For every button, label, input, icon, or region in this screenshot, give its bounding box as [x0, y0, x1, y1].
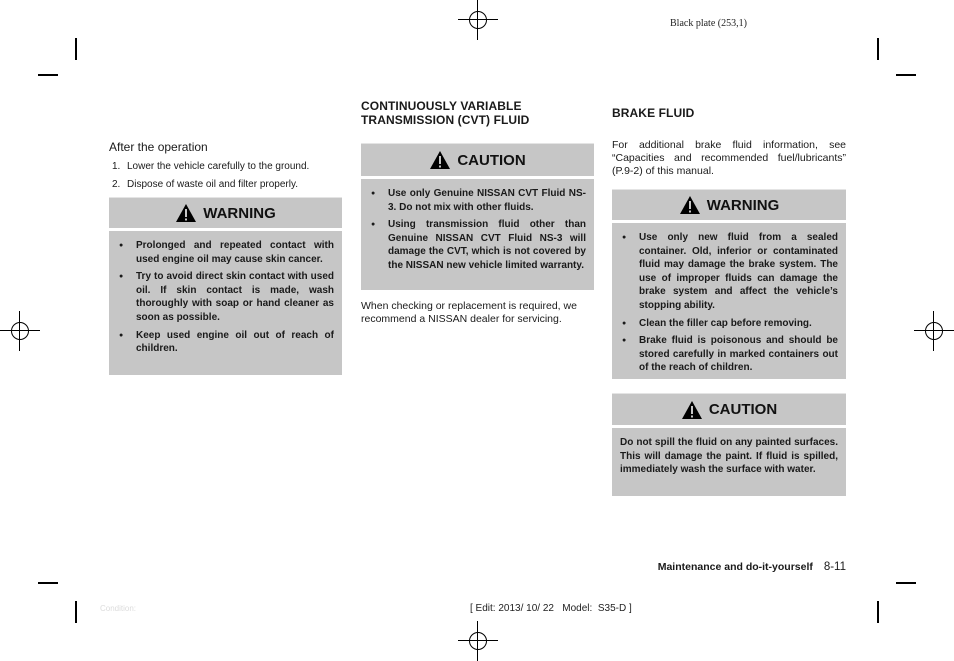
warning-triangle-icon	[679, 195, 701, 215]
warning-label: WARNING	[706, 196, 780, 214]
section-footer	[600, 561, 846, 573]
brake-fluid-body-text: For additional brake fluid information, see “Capacities and recommended fuel/lubricants” (P.9-2) of this manual.	[612, 139, 846, 177]
warning-body	[612, 221, 846, 385]
list-item: 2. Dispose of waste oil and filter properly.	[112, 179, 299, 190]
left-column	[109, 140, 342, 196]
caution-box-cvt	[361, 143, 594, 290]
registration-mark-bottom	[458, 621, 498, 661]
registration-mark-right	[914, 311, 954, 351]
list-item: ● Try to avoid direct skin contact with used oil. If skin contact is made, wash thoroughly with soap or hand cleaner as soon as possible.	[117, 270, 334, 324]
condition-label: Condition:	[100, 604, 137, 613]
edit-info: [ Edit: 2013/ 10/ 22 Model: S35-D ]	[470, 603, 632, 614]
list-item: ● Use only new fluid from a sealed container. Old, inferior or contaminated fluid may damage the brake system. The use of improper fluids can damage the brake system and affect the vehicle’s stopping ability.	[620, 231, 838, 313]
warning-box-engine-oil	[109, 197, 342, 375]
caution-label: CAUTION	[457, 151, 526, 169]
caution-body	[361, 177, 594, 283]
list-item: ● Clean the filler cap before removing.	[620, 317, 838, 331]
caution-box-brake-fluid	[612, 393, 846, 496]
crop-mark-bottom-left-h	[38, 582, 58, 584]
list-item: ● Prolonged and repeated contact with used engine oil may cause skin cancer.	[117, 239, 334, 266]
footer-section-title: Maintenance and do-it-yourself	[657, 561, 813, 573]
list-item: ● Using transmission fluid other than Genuine NISSAN CVT Fluid NS-3 will damage the CVT, which is not covered by the NISSAN new vehicle limited warranty.	[369, 218, 586, 272]
crop-mark-top-right-v	[877, 38, 879, 60]
registration-mark-top	[458, 0, 498, 40]
crop-mark-top-left-h	[38, 74, 58, 76]
warning-triangle-icon	[681, 400, 703, 420]
cvt-body-text: When checking or replacement is required, we recommend a NISSAN dealer for servicing.	[361, 300, 577, 325]
warning-triangle-icon	[175, 203, 197, 223]
caution-header	[612, 393, 846, 426]
warning-box-brake-fluid	[612, 189, 846, 379]
steps-list	[109, 160, 342, 191]
crop-mark-bottom-right-h	[896, 582, 916, 584]
plate-label: Black plate (253,1)	[670, 18, 747, 29]
caution-body	[612, 426, 846, 483]
warning-label: WARNING	[203, 204, 276, 222]
warning-triangle-icon	[429, 150, 451, 170]
crop-mark-bottom-right-v	[877, 601, 879, 623]
list-item: ● Keep used engine oil out of reach of children.	[117, 329, 334, 356]
crop-mark-top-left-v	[75, 38, 77, 60]
caution-text: Do not spill the fluid on any painted surfaces. This will damage the paint. If fluid is spilled, immediately wash the surface with water.	[620, 437, 838, 476]
warning-body	[109, 229, 342, 366]
caution-label: CAUTION	[708, 401, 778, 418]
page-number: 8-11	[823, 561, 846, 573]
list-item: ● Use only Genuine NISSAN CVT Fluid NS-3. Do not mix with other fluids.	[369, 187, 586, 214]
warning-header	[612, 189, 846, 221]
section-heading-brake-fluid: BRAKE FLUID	[612, 106, 695, 120]
crop-mark-bottom-left-v	[75, 601, 77, 623]
registration-mark-left	[0, 311, 40, 351]
caution-header	[361, 143, 594, 177]
list-item: ● Brake fluid is poisonous and should be stored carefully in marked containers out of the reach of children.	[620, 334, 838, 375]
warning-header	[109, 197, 342, 229]
list-item: 1. Lower the vehicle carefully to the ground.	[112, 161, 310, 172]
subheading-after-operation: After the operation	[109, 140, 208, 154]
section-heading-cvt: CONTINUOUSLY VARIABLE TRANSMISSION (CVT) FLUID	[361, 99, 530, 127]
crop-mark-top-right-h	[896, 74, 916, 76]
